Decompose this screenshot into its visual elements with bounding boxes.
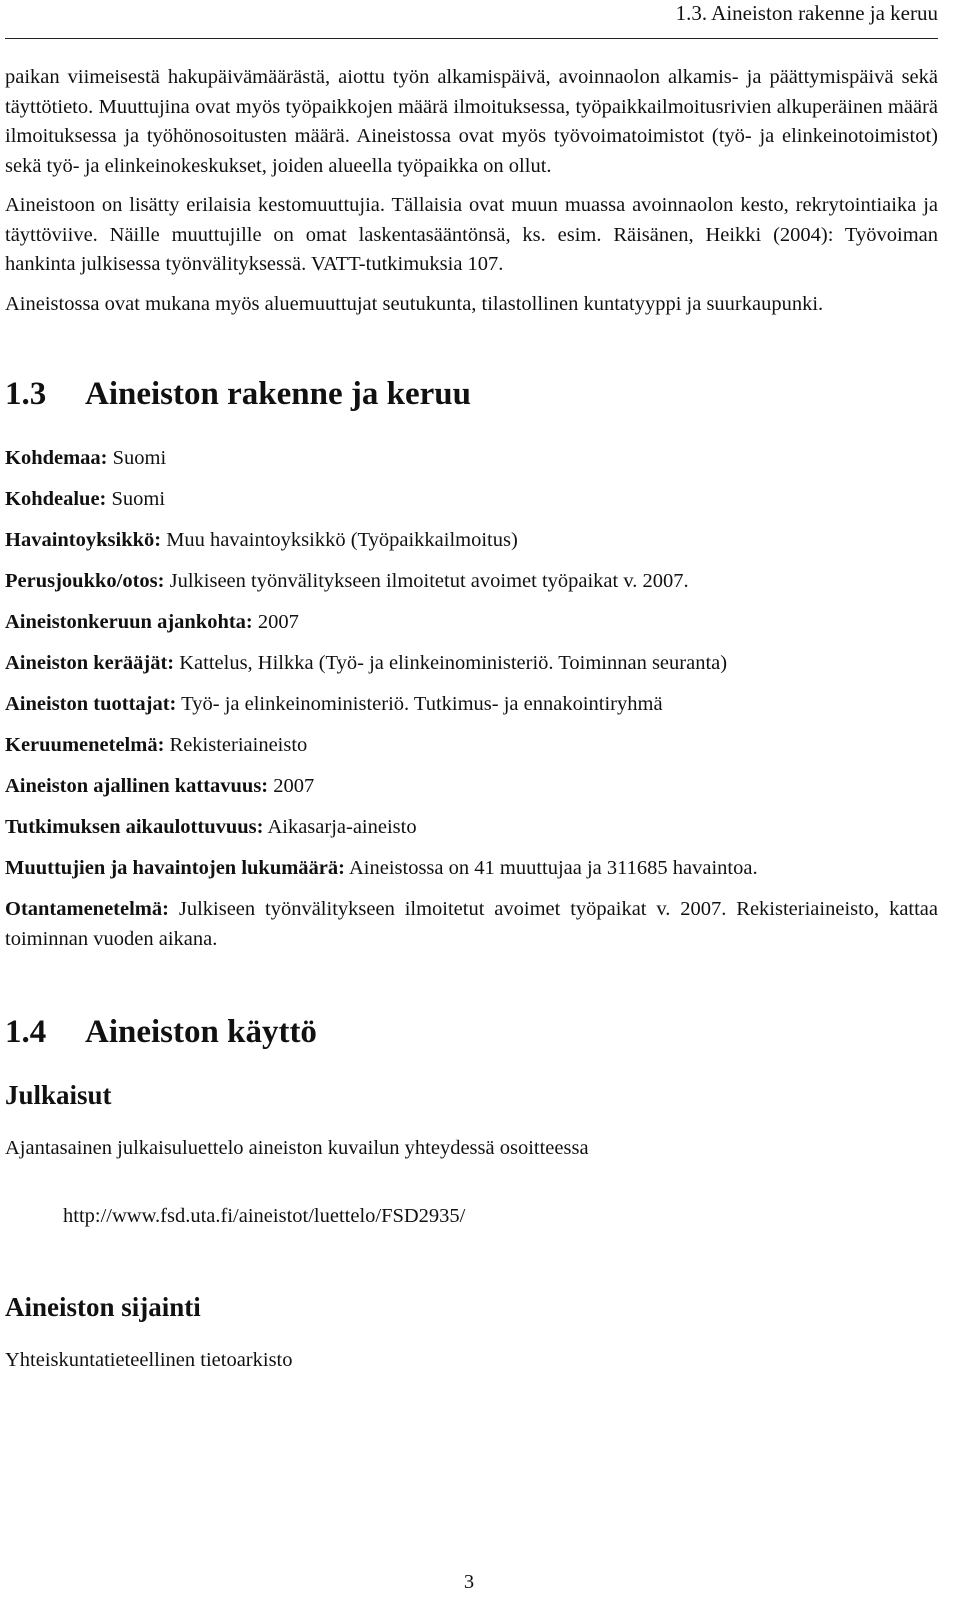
intro-paragraph-2: Aineistoon on lisätty erilaisia kestomuuttujia. Tällaisia ovat muun muassa avoinnaolon kesto, rekrytointiaika ja täyttöviive. Näille muuttujille on omat laskentasääntönsä, ks. esim. Räisänen, Heikki (2004): Työvoiman hankinta julkisessa työnvälityksessä. VATT-tutkimuksia 107. [5,194,938,275]
field-kohdealue [5,485,938,515]
publications-heading: Julkaisut [5,1080,112,1110]
section-number: 1.4 [5,1014,47,1050]
field-value: Suomi [111,488,166,510]
field-label: Aineiston kerääjät: [5,652,175,674]
field-lukumaara [5,854,938,884]
field-value: 2007 [257,611,299,633]
publications-url[interactable]: http://www.fsd.uta.fi/aineistot/luettelo/FSD2935/ [63,1204,466,1227]
section-heading-1-4 [5,1012,938,1052]
field-aikaulottuvuus [5,813,938,843]
field-keruun-ajankohta [5,608,938,638]
field-value: Aineistossa on 41 muuttujaa ja 311685 havaintoa. [348,857,758,879]
field-tuottajat [5,690,938,720]
field-value: Muu havaintoyksikkö (Työpaikkailmoitus) [166,529,518,551]
field-kohdemaa [5,444,938,474]
publications-text: Ajantasainen julkaisuluettelo aineiston kuvailun yhteydessä osoitteessa [5,1137,589,1159]
field-value: Julkiseen työnvälitykseen ilmoitetut avoimet työpaikat v. 2007. Rekisteriaineisto, kattaa toiminnan vuoden aikana. [5,898,939,950]
field-value: Kattelus, Hilkka (Työ- ja elinkeinoministeriö. Toiminnan seuranta) [179,652,728,674]
section-heading-1-3 [5,374,938,414]
field-label: Kohdealue: [5,488,107,510]
field-ajallinen-kattavuus [5,772,938,802]
field-havaintoyksikko [5,526,938,556]
field-value: Rekisteriaineisto [169,734,308,756]
field-label: Aineiston ajallinen kattavuus: [5,775,269,797]
location-heading: Aineiston sijainti [5,1292,201,1322]
field-label: Tutkimuksen aikaulottuvuus: [5,816,264,838]
field-label: Aineiston tuottajat: [5,693,177,715]
metadata-list [5,444,938,954]
location-text: Yhteiskuntatieteellinen tietoarkisto [5,1349,293,1371]
page-number: 3 [463,1571,475,1593]
field-label: Havaintoyksikkö: [5,529,162,551]
field-label: Muuttujien ja havaintojen lukumäärä: [5,857,345,879]
field-value: Aikasarja-aineisto [267,816,417,838]
field-label: Keruumenetelmä: [5,734,165,756]
header-rule [5,38,938,39]
field-value: 2007 [273,775,315,797]
field-label: Perusjoukko/otos: [5,570,165,592]
field-perusjoukko [5,567,938,597]
field-value: Työ- ja elinkeinoministeriö. Tutkimus- ja ennakointiryhmä [181,693,663,715]
running-header: 1.3. Aineiston rakenne ja keruu [675,1,938,25]
field-otantamenetelma [5,895,938,954]
page-content [5,63,938,1376]
section-title: Aineiston käyttö [85,1014,317,1050]
field-label: Otantamenetelmä: [5,898,169,920]
field-value: Julkiseen työnvälitykseen ilmoitetut avoimet työpaikat v. 2007. [169,570,689,592]
field-label: Aineistonkeruun ajankohta: [5,611,253,633]
field-keraajat [5,649,938,679]
field-keruumenetelma [5,731,938,761]
field-value: Suomi [112,447,167,469]
section-number: 1.3 [5,376,47,412]
section-title: Aineiston rakenne ja keruu [85,376,471,412]
intro-paragraph-3: Aineistossa ovat mukana myös aluemuuttujat seutukunta, tilastollinen kuntatyyppi ja suurkaupunki. [5,292,824,315]
field-label: Kohdemaa: [5,447,108,469]
intro-paragraph-1: paikan viimeisestä hakupäivämäärästä, aiottu työn alkamispäivä, avoinnaolon alkamis- ja päättymispäivä sekä täyttötieto. Muuttujina ovat myös työpaikkojen määrä ilmoituksessa, työpaikkailmoitusrivien alkuperäinen määrä ilmoituksessa ja työhönosoitusten määrä. Aineistossa ovat myös työvoimatoimistot (työ- ja elinkeinotoimistot) sekä työ- ja elinkeinokeskukset, joiden alueella työpaikka on ollut. [5,66,938,177]
